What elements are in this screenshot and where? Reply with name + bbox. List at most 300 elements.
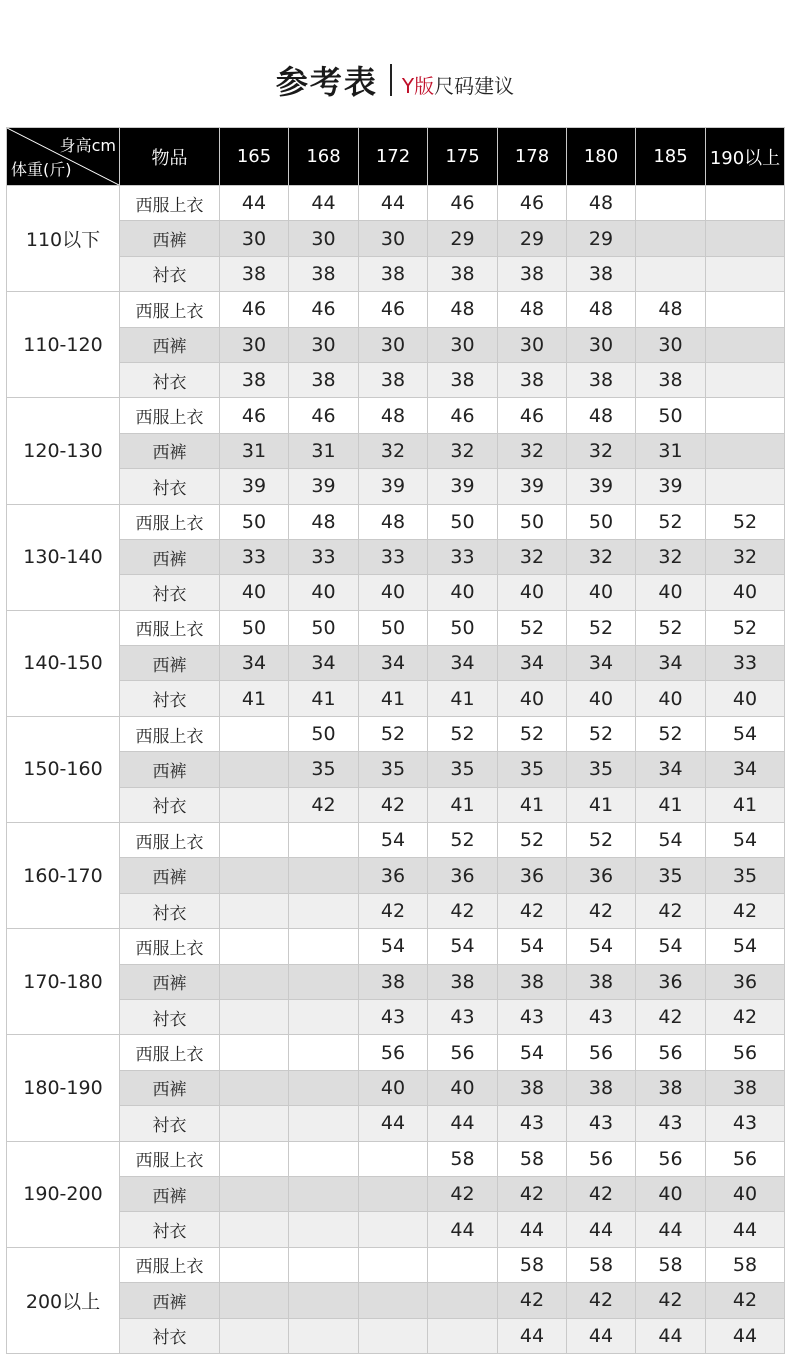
size-value-cell: 40 bbox=[498, 575, 567, 610]
size-value-cell: 43 bbox=[498, 999, 567, 1034]
item-cell: 西裤 bbox=[120, 858, 220, 893]
size-value-cell bbox=[220, 858, 289, 893]
item-cell: 西裤 bbox=[120, 964, 220, 999]
size-value-cell: 40 bbox=[428, 575, 498, 610]
size-value-cell: 56 bbox=[636, 1035, 706, 1070]
size-value-cell: 46 bbox=[220, 292, 289, 327]
item-cell: 西裤 bbox=[120, 646, 220, 681]
item-cell: 西裤 bbox=[120, 539, 220, 574]
size-value-cell bbox=[289, 1318, 359, 1353]
size-value-cell: 44 bbox=[567, 1318, 636, 1353]
table-row bbox=[7, 1283, 785, 1318]
size-value-cell bbox=[220, 964, 289, 999]
size-value-cell: 34 bbox=[567, 646, 636, 681]
size-value-cell bbox=[359, 1141, 428, 1176]
size-value-cell bbox=[636, 186, 706, 221]
size-value-cell: 39 bbox=[289, 469, 359, 504]
size-value-cell: 42 bbox=[359, 787, 428, 822]
height-header: 175 bbox=[428, 128, 498, 186]
title-divider bbox=[390, 64, 392, 96]
size-value-cell: 48 bbox=[498, 292, 567, 327]
title-main: 参考表 bbox=[275, 63, 378, 101]
size-value-cell bbox=[359, 1247, 428, 1282]
table-row bbox=[7, 327, 785, 362]
height-header: 172 bbox=[359, 128, 428, 186]
size-value-cell: 44 bbox=[636, 1212, 706, 1247]
table-row bbox=[7, 929, 785, 964]
size-value-cell: 56 bbox=[567, 1035, 636, 1070]
size-value-cell: 42 bbox=[567, 893, 636, 928]
item-cell: 衬衣 bbox=[120, 1318, 220, 1353]
size-value-cell: 38 bbox=[220, 362, 289, 397]
size-value-cell: 38 bbox=[498, 964, 567, 999]
size-value-cell: 30 bbox=[289, 327, 359, 362]
item-cell: 西服上衣 bbox=[120, 1141, 220, 1176]
size-value-cell: 52 bbox=[498, 716, 567, 751]
height-axis-label: 身高cm bbox=[59, 136, 116, 155]
size-value-cell: 39 bbox=[359, 469, 428, 504]
item-cell: 衬衣 bbox=[120, 1106, 220, 1141]
size-value-cell: 41 bbox=[220, 681, 289, 716]
table-row bbox=[7, 1035, 785, 1070]
item-cell: 西服上衣 bbox=[120, 929, 220, 964]
size-value-cell: 38 bbox=[359, 256, 428, 291]
size-value-cell: 52 bbox=[636, 610, 706, 645]
table-row bbox=[7, 362, 785, 397]
size-value-cell bbox=[220, 1318, 289, 1353]
size-value-cell: 30 bbox=[498, 327, 567, 362]
size-value-cell: 50 bbox=[498, 504, 567, 539]
size-value-cell: 58 bbox=[636, 1247, 706, 1282]
table-row bbox=[7, 823, 785, 858]
size-value-cell bbox=[428, 1247, 498, 1282]
size-value-cell: 30 bbox=[567, 327, 636, 362]
size-value-cell: 52 bbox=[567, 823, 636, 858]
size-value-cell: 33 bbox=[220, 539, 289, 574]
size-value-cell: 42 bbox=[706, 893, 785, 928]
item-cell: 西裤 bbox=[120, 327, 220, 362]
size-value-cell: 38 bbox=[289, 362, 359, 397]
table-row bbox=[7, 646, 785, 681]
size-value-cell bbox=[220, 1212, 289, 1247]
size-value-cell: 52 bbox=[428, 823, 498, 858]
size-value-cell: 36 bbox=[567, 858, 636, 893]
size-value-cell: 52 bbox=[636, 716, 706, 751]
table-row bbox=[7, 999, 785, 1034]
size-value-cell bbox=[359, 1318, 428, 1353]
table-row bbox=[7, 610, 785, 645]
item-cell: 西裤 bbox=[120, 752, 220, 787]
table-row bbox=[7, 433, 785, 468]
item-cell: 衬衣 bbox=[120, 999, 220, 1034]
size-value-cell: 38 bbox=[428, 256, 498, 291]
size-value-cell: 34 bbox=[359, 646, 428, 681]
size-value-cell: 35 bbox=[289, 752, 359, 787]
size-value-cell: 58 bbox=[498, 1141, 567, 1176]
size-value-cell: 56 bbox=[706, 1141, 785, 1176]
size-value-cell: 38 bbox=[567, 362, 636, 397]
item-cell: 西服上衣 bbox=[120, 716, 220, 751]
size-value-cell bbox=[289, 1035, 359, 1070]
size-value-cell: 44 bbox=[498, 1318, 567, 1353]
size-value-cell: 52 bbox=[706, 610, 785, 645]
size-value-cell bbox=[220, 823, 289, 858]
size-value-cell: 29 bbox=[428, 221, 498, 256]
size-value-cell: 30 bbox=[289, 221, 359, 256]
size-value-cell: 54 bbox=[636, 929, 706, 964]
size-value-cell: 48 bbox=[289, 504, 359, 539]
size-value-cell bbox=[220, 787, 289, 822]
corner-header bbox=[7, 128, 120, 186]
size-value-cell: 40 bbox=[636, 681, 706, 716]
table-row bbox=[7, 893, 785, 928]
size-value-cell: 42 bbox=[567, 1176, 636, 1211]
size-value-cell: 42 bbox=[636, 1283, 706, 1318]
size-value-cell: 44 bbox=[359, 1106, 428, 1141]
size-value-cell: 38 bbox=[498, 362, 567, 397]
size-value-cell: 30 bbox=[359, 221, 428, 256]
size-value-cell: 54 bbox=[498, 929, 567, 964]
size-value-cell: 40 bbox=[567, 575, 636, 610]
height-header: 185 bbox=[636, 128, 706, 186]
size-value-cell: 40 bbox=[359, 1070, 428, 1105]
size-value-cell: 50 bbox=[428, 504, 498, 539]
size-value-cell bbox=[220, 1141, 289, 1176]
size-value-cell: 41 bbox=[567, 787, 636, 822]
size-value-cell: 30 bbox=[428, 327, 498, 362]
size-value-cell: 41 bbox=[636, 787, 706, 822]
size-value-cell: 44 bbox=[428, 1106, 498, 1141]
size-value-cell: 38 bbox=[359, 362, 428, 397]
size-value-cell bbox=[220, 999, 289, 1034]
size-value-cell: 39 bbox=[428, 469, 498, 504]
item-cell: 衬衣 bbox=[120, 256, 220, 291]
height-header: 165 bbox=[220, 128, 289, 186]
size-value-cell: 39 bbox=[498, 469, 567, 504]
weight-range-cell: 190-200 bbox=[7, 1141, 120, 1247]
size-value-cell: 42 bbox=[498, 1176, 567, 1211]
size-value-cell: 38 bbox=[567, 256, 636, 291]
table-row bbox=[7, 752, 785, 787]
size-value-cell: 54 bbox=[706, 929, 785, 964]
table-row bbox=[7, 469, 785, 504]
size-value-cell bbox=[706, 398, 785, 433]
size-value-cell bbox=[220, 1176, 289, 1211]
size-value-cell: 56 bbox=[359, 1035, 428, 1070]
item-cell: 西服上衣 bbox=[120, 504, 220, 539]
size-value-cell: 41 bbox=[498, 787, 567, 822]
size-value-cell: 44 bbox=[359, 186, 428, 221]
item-cell: 西服上衣 bbox=[120, 1035, 220, 1070]
size-value-cell: 41 bbox=[428, 787, 498, 822]
size-value-cell bbox=[359, 1176, 428, 1211]
size-value-cell: 52 bbox=[498, 823, 567, 858]
size-value-cell: 50 bbox=[567, 504, 636, 539]
size-value-cell: 29 bbox=[567, 221, 636, 256]
size-value-cell: 33 bbox=[428, 539, 498, 574]
size-value-cell: 44 bbox=[289, 186, 359, 221]
size-value-cell: 46 bbox=[498, 186, 567, 221]
size-value-cell: 42 bbox=[428, 1176, 498, 1211]
size-value-cell: 32 bbox=[359, 433, 428, 468]
size-value-cell: 38 bbox=[636, 1070, 706, 1105]
height-header: 178 bbox=[498, 128, 567, 186]
size-value-cell: 33 bbox=[359, 539, 428, 574]
size-value-cell bbox=[289, 1212, 359, 1247]
size-value-cell: 40 bbox=[706, 1176, 785, 1211]
size-value-cell: 30 bbox=[220, 327, 289, 362]
size-value-cell: 33 bbox=[706, 646, 785, 681]
size-value-cell: 35 bbox=[636, 858, 706, 893]
table-row bbox=[7, 716, 785, 751]
weight-range-cell: 130-140 bbox=[7, 504, 120, 610]
size-value-cell: 54 bbox=[498, 1035, 567, 1070]
size-value-cell: 38 bbox=[498, 256, 567, 291]
size-value-cell bbox=[706, 221, 785, 256]
size-value-cell: 50 bbox=[359, 610, 428, 645]
size-value-cell: 36 bbox=[636, 964, 706, 999]
size-value-cell bbox=[289, 1176, 359, 1211]
size-value-cell: 41 bbox=[359, 681, 428, 716]
size-value-cell bbox=[289, 858, 359, 893]
size-value-cell: 32 bbox=[498, 433, 567, 468]
size-value-cell bbox=[289, 1070, 359, 1105]
size-value-cell: 52 bbox=[498, 610, 567, 645]
size-value-cell: 42 bbox=[706, 1283, 785, 1318]
size-value-cell: 38 bbox=[567, 1070, 636, 1105]
size-value-cell: 30 bbox=[359, 327, 428, 362]
size-chart-table bbox=[6, 127, 785, 1354]
item-cell: 西裤 bbox=[120, 221, 220, 256]
size-value-cell: 36 bbox=[359, 858, 428, 893]
size-value-cell bbox=[220, 1106, 289, 1141]
size-value-cell bbox=[706, 292, 785, 327]
size-value-cell: 43 bbox=[428, 999, 498, 1034]
size-value-cell: 56 bbox=[428, 1035, 498, 1070]
size-value-cell: 29 bbox=[498, 221, 567, 256]
table-row bbox=[7, 1176, 785, 1211]
table-row bbox=[7, 964, 785, 999]
size-value-cell: 36 bbox=[428, 858, 498, 893]
item-cell: 西服上衣 bbox=[120, 186, 220, 221]
size-value-cell: 54 bbox=[636, 823, 706, 858]
size-value-cell: 54 bbox=[706, 716, 785, 751]
item-cell: 衬衣 bbox=[120, 681, 220, 716]
size-value-cell: 42 bbox=[498, 893, 567, 928]
size-value-cell: 50 bbox=[220, 504, 289, 539]
size-value-cell bbox=[289, 1247, 359, 1282]
size-value-cell: 31 bbox=[220, 433, 289, 468]
size-value-cell: 52 bbox=[567, 716, 636, 751]
size-value-cell bbox=[359, 1283, 428, 1318]
size-value-cell: 56 bbox=[636, 1141, 706, 1176]
size-value-cell bbox=[428, 1318, 498, 1353]
size-value-cell bbox=[289, 1283, 359, 1318]
size-value-cell: 34 bbox=[636, 752, 706, 787]
item-cell: 西服上衣 bbox=[120, 823, 220, 858]
size-value-cell: 52 bbox=[636, 504, 706, 539]
size-value-cell: 39 bbox=[567, 469, 636, 504]
size-value-cell: 48 bbox=[428, 292, 498, 327]
size-value-cell: 40 bbox=[636, 575, 706, 610]
item-cell: 西裤 bbox=[120, 1283, 220, 1318]
size-value-cell: 44 bbox=[706, 1318, 785, 1353]
size-value-cell: 56 bbox=[567, 1141, 636, 1176]
size-value-cell: 41 bbox=[706, 787, 785, 822]
size-value-cell: 46 bbox=[220, 398, 289, 433]
size-value-cell: 50 bbox=[428, 610, 498, 645]
size-value-cell bbox=[220, 752, 289, 787]
size-value-cell: 54 bbox=[359, 929, 428, 964]
size-value-cell: 40 bbox=[289, 575, 359, 610]
size-value-cell: 58 bbox=[567, 1247, 636, 1282]
size-value-cell bbox=[289, 999, 359, 1034]
table-row bbox=[7, 1247, 785, 1282]
size-value-cell bbox=[636, 256, 706, 291]
size-value-cell: 32 bbox=[636, 539, 706, 574]
size-value-cell: 42 bbox=[636, 893, 706, 928]
size-value-cell bbox=[220, 1035, 289, 1070]
size-value-cell: 38 bbox=[567, 964, 636, 999]
size-value-cell: 35 bbox=[428, 752, 498, 787]
size-value-cell: 42 bbox=[498, 1283, 567, 1318]
weight-range-cell: 170-180 bbox=[7, 929, 120, 1035]
size-value-cell: 54 bbox=[359, 823, 428, 858]
table-row bbox=[7, 504, 785, 539]
size-value-cell: 31 bbox=[289, 433, 359, 468]
size-value-cell: 52 bbox=[706, 504, 785, 539]
size-value-cell: 40 bbox=[706, 681, 785, 716]
size-value-cell: 52 bbox=[428, 716, 498, 751]
size-value-cell: 44 bbox=[567, 1212, 636, 1247]
title-version: Y版 bbox=[401, 73, 435, 98]
size-value-cell: 39 bbox=[220, 469, 289, 504]
size-value-cell: 38 bbox=[220, 256, 289, 291]
size-value-cell: 58 bbox=[498, 1247, 567, 1282]
size-value-cell: 48 bbox=[567, 186, 636, 221]
size-value-cell: 41 bbox=[428, 681, 498, 716]
table-row bbox=[7, 256, 785, 291]
size-value-cell bbox=[220, 929, 289, 964]
size-value-cell bbox=[289, 1141, 359, 1176]
size-value-cell bbox=[706, 186, 785, 221]
size-value-cell: 54 bbox=[706, 823, 785, 858]
size-value-cell: 42 bbox=[636, 999, 706, 1034]
table-row bbox=[7, 1318, 785, 1353]
item-cell: 西服上衣 bbox=[120, 1247, 220, 1282]
size-value-cell: 58 bbox=[428, 1141, 498, 1176]
weight-range-cell: 110-120 bbox=[7, 292, 120, 398]
size-value-cell: 36 bbox=[706, 964, 785, 999]
table-row bbox=[7, 1141, 785, 1176]
size-value-cell: 34 bbox=[636, 646, 706, 681]
table-row bbox=[7, 858, 785, 893]
size-value-cell: 32 bbox=[567, 433, 636, 468]
item-cell: 衬衣 bbox=[120, 469, 220, 504]
size-value-cell: 33 bbox=[289, 539, 359, 574]
size-value-cell: 40 bbox=[220, 575, 289, 610]
size-value-cell bbox=[220, 716, 289, 751]
size-value-cell: 43 bbox=[359, 999, 428, 1034]
height-header: 190以上 bbox=[706, 128, 785, 186]
size-value-cell bbox=[289, 823, 359, 858]
size-value-cell: 38 bbox=[428, 362, 498, 397]
size-value-cell bbox=[220, 1283, 289, 1318]
item-cell: 衬衣 bbox=[120, 362, 220, 397]
height-header: 168 bbox=[289, 128, 359, 186]
size-value-cell: 46 bbox=[498, 398, 567, 433]
size-value-cell bbox=[220, 1070, 289, 1105]
size-value-cell: 34 bbox=[220, 646, 289, 681]
table-row bbox=[7, 186, 785, 221]
size-value-cell: 36 bbox=[498, 858, 567, 893]
item-cell: 衬衣 bbox=[120, 893, 220, 928]
size-value-cell: 31 bbox=[636, 433, 706, 468]
size-value-cell: 48 bbox=[567, 398, 636, 433]
page-title bbox=[0, 58, 790, 102]
size-value-cell: 44 bbox=[220, 186, 289, 221]
table-row bbox=[7, 221, 785, 256]
size-value-cell: 30 bbox=[220, 221, 289, 256]
item-cell: 衬衣 bbox=[120, 787, 220, 822]
size-value-cell: 40 bbox=[359, 575, 428, 610]
size-value-cell: 34 bbox=[289, 646, 359, 681]
table-body bbox=[7, 186, 785, 1354]
size-value-cell: 54 bbox=[428, 929, 498, 964]
size-value-cell: 42 bbox=[706, 999, 785, 1034]
size-value-cell bbox=[359, 1212, 428, 1247]
size-value-cell: 42 bbox=[428, 893, 498, 928]
size-value-cell: 41 bbox=[289, 681, 359, 716]
size-value-cell: 35 bbox=[706, 858, 785, 893]
size-value-cell bbox=[289, 1106, 359, 1141]
size-value-cell: 40 bbox=[428, 1070, 498, 1105]
size-value-cell: 43 bbox=[636, 1106, 706, 1141]
size-value-cell bbox=[289, 929, 359, 964]
table-row bbox=[7, 1212, 785, 1247]
weight-range-cell: 110以下 bbox=[7, 186, 120, 292]
weight-axis-label: 体重(斤) bbox=[11, 160, 72, 179]
weight-range-cell: 180-190 bbox=[7, 1035, 120, 1141]
item-column-header: 物品 bbox=[120, 128, 220, 186]
weight-range-cell: 140-150 bbox=[7, 610, 120, 716]
size-value-cell bbox=[289, 964, 359, 999]
size-value-cell: 46 bbox=[289, 398, 359, 433]
size-value-cell bbox=[706, 256, 785, 291]
table-row bbox=[7, 681, 785, 716]
size-value-cell: 38 bbox=[359, 964, 428, 999]
height-header: 180 bbox=[567, 128, 636, 186]
size-value-cell: 44 bbox=[636, 1318, 706, 1353]
size-value-cell: 44 bbox=[706, 1212, 785, 1247]
size-value-cell bbox=[220, 893, 289, 928]
table-row bbox=[7, 292, 785, 327]
size-value-cell: 50 bbox=[289, 610, 359, 645]
size-value-cell: 32 bbox=[706, 539, 785, 574]
size-value-cell: 32 bbox=[567, 539, 636, 574]
size-value-cell: 48 bbox=[359, 398, 428, 433]
size-value-cell: 50 bbox=[636, 398, 706, 433]
size-value-cell: 34 bbox=[428, 646, 498, 681]
item-cell: 西裤 bbox=[120, 433, 220, 468]
item-cell: 西服上衣 bbox=[120, 398, 220, 433]
size-value-cell: 58 bbox=[706, 1247, 785, 1282]
item-cell: 衬衣 bbox=[120, 575, 220, 610]
size-value-cell: 40 bbox=[636, 1176, 706, 1211]
table-row bbox=[7, 787, 785, 822]
weight-range-cell: 150-160 bbox=[7, 716, 120, 822]
size-value-cell bbox=[289, 893, 359, 928]
